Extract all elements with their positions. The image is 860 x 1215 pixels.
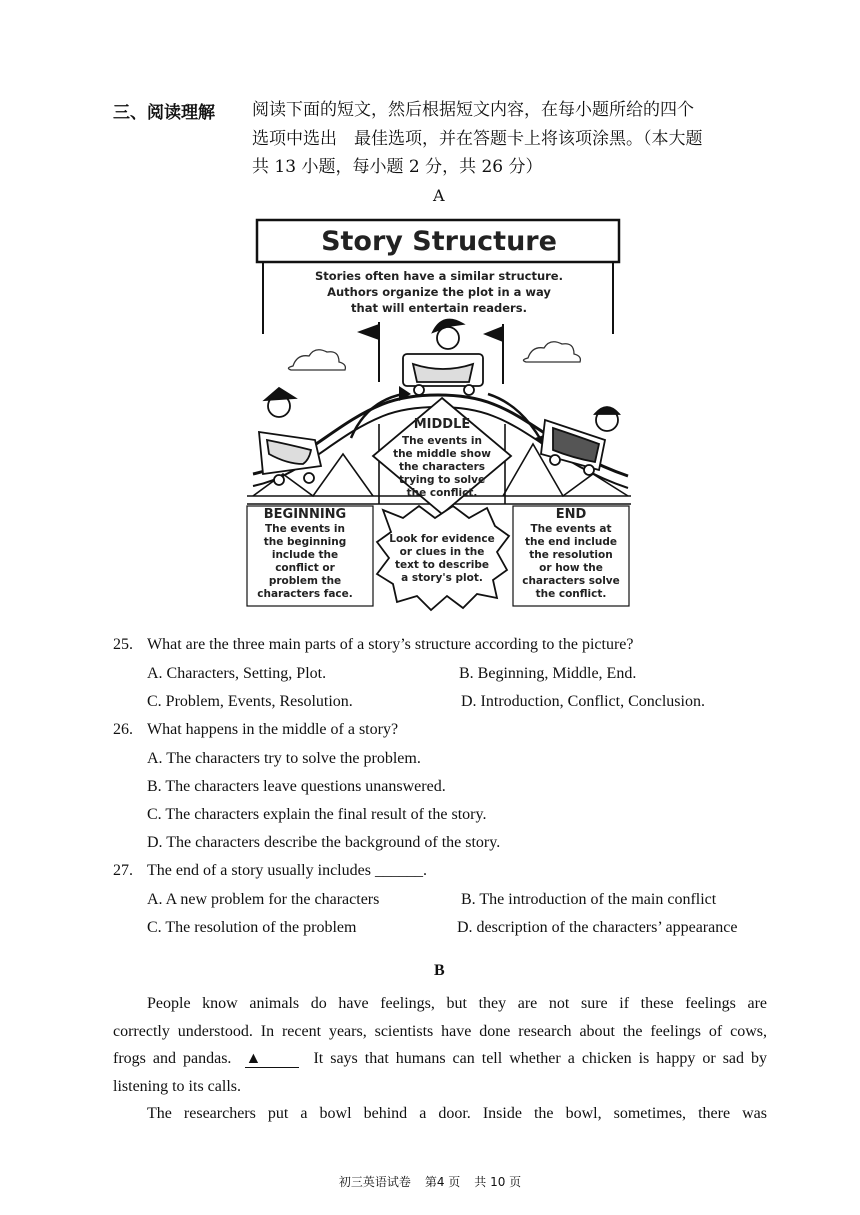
paragraph-line: listening to its calls. <box>113 1077 241 1095</box>
section-instructions <box>252 96 772 182</box>
beginning-text-line: include the <box>271 549 339 561</box>
footer-course: 初三英语试卷 <box>338 1175 411 1189</box>
poster-subtitle-line: Stories often have a similar structure. <box>315 269 563 283</box>
paragraph-line <box>113 1045 767 1073</box>
beginning-text-line: characters face. <box>257 588 353 600</box>
option-26-c: C. The characters explain the final result of the story. <box>147 806 487 823</box>
section-heading: 三、阅读理解 <box>113 103 215 123</box>
question-25 <box>113 636 633 654</box>
passage-b-label: B <box>434 962 445 979</box>
beginning-heading: BEGINNING <box>263 507 347 522</box>
option-27-c: C. The resolution of the problem <box>147 919 357 936</box>
poster-subtitle-line: Authors organize the plot in a way <box>327 285 551 299</box>
instruction-line: 选项中选出 最佳选项，并在答题卡上将该项涂黑。（本大题 <box>252 128 703 149</box>
middle-text-line: the middle show <box>393 448 491 460</box>
end-text-line: the conflict. <box>535 588 607 600</box>
passage-b-paragraph-1 <box>113 990 767 1100</box>
question-number: 26. <box>113 721 133 738</box>
option-27-d: D. description of the characters’ appearance <box>457 919 738 936</box>
poster-subtitle-line: that will entertain readers. <box>351 301 527 315</box>
question-27 <box>113 862 427 880</box>
footer-page-number: 第4 页 <box>424 1175 461 1189</box>
end-text-line: the resolution <box>529 549 613 561</box>
option-25-c: C. Problem, Events, Resolution. <box>147 693 353 710</box>
question-text: What are the three main parts of a story’s structure according to the picture? <box>147 636 634 653</box>
beginning-text-line: the beginning <box>263 536 347 548</box>
end-text-line: The events at <box>530 523 612 535</box>
end-text-line: characters solve <box>522 575 620 587</box>
beginning-text-line: problem the <box>268 575 342 587</box>
text-after-blank: It says that humans can tell whether a chicken is happy or sad by <box>313 1050 768 1067</box>
instruction-line: 共 13 小题，每小题 2 分，共 26 分） <box>252 157 543 177</box>
story-structure-poster <box>243 214 635 614</box>
question-text: What happens in the middle of a story? <box>147 721 399 738</box>
question-text: The end of a story usually includes ______. <box>147 862 427 879</box>
center-text-line: a story's plot. <box>401 572 483 584</box>
poster-title: Story Structure <box>321 226 557 257</box>
passage-a-label: A <box>433 186 445 205</box>
footer-total-pages: 共 10 页 <box>474 1175 522 1189</box>
option-25-a: A. Characters, Setting, Plot. <box>147 665 327 682</box>
text-before-blank: frogs and pandas. <box>113 1050 232 1067</box>
end-text-line: or how the <box>539 562 603 574</box>
paragraph-line: correctly understood. In recent years, scientists have done research about the feelings of cows, <box>113 1022 767 1040</box>
middle-text-line: The events in <box>402 435 482 447</box>
answer-blank: ▲ <box>245 1051 299 1068</box>
option-26-b: B. The characters leave questions unanswered. <box>147 778 446 795</box>
page-footer <box>0 1173 860 1190</box>
option-27-b: B. The introduction of the main conflict <box>461 891 717 908</box>
middle-text-line: trying to solve <box>398 474 486 486</box>
paragraph-line: People know animals do have feelings, but they are not sure if these feelings are <box>147 995 767 1012</box>
paragraph-line: The researchers put a bowl behind a door. Inside the bowl, sometimes, there was <box>147 1105 767 1122</box>
end-heading: END <box>555 507 587 522</box>
question-number: 27. <box>113 862 133 879</box>
option-26-a: A. The characters try to solve the problem. <box>147 750 421 767</box>
question-number: 25. <box>113 636 133 653</box>
end-text-line: the end include <box>524 536 618 548</box>
option-26-d: D. The characters describe the background of the story. <box>147 834 501 851</box>
middle-heading: MIDDLE <box>413 417 471 432</box>
passage-b-paragraph-2 <box>113 1100 767 1128</box>
beginning-text-line: conflict or <box>275 562 335 574</box>
beginning-text-line: The events in <box>265 523 345 535</box>
center-text-line: or clues in the <box>399 546 485 558</box>
evidence-starburst <box>377 506 509 610</box>
center-text-line: text to describe <box>394 559 490 571</box>
middle-text-line: the conflict. <box>406 487 478 499</box>
option-25-d: D. Introduction, Conflict, Conclusion. <box>461 693 705 710</box>
option-25-b: B. Beginning, Middle, End. <box>459 665 637 682</box>
center-text-line: Look for evidence <box>389 533 495 545</box>
option-27-a: A. A new problem for the characters <box>147 891 380 908</box>
middle-text-line: the characters <box>398 461 486 473</box>
question-26 <box>113 721 398 739</box>
instruction-line: 阅读下面的短文，然后根据短文内容，在每小题所给的四个 <box>252 100 694 120</box>
